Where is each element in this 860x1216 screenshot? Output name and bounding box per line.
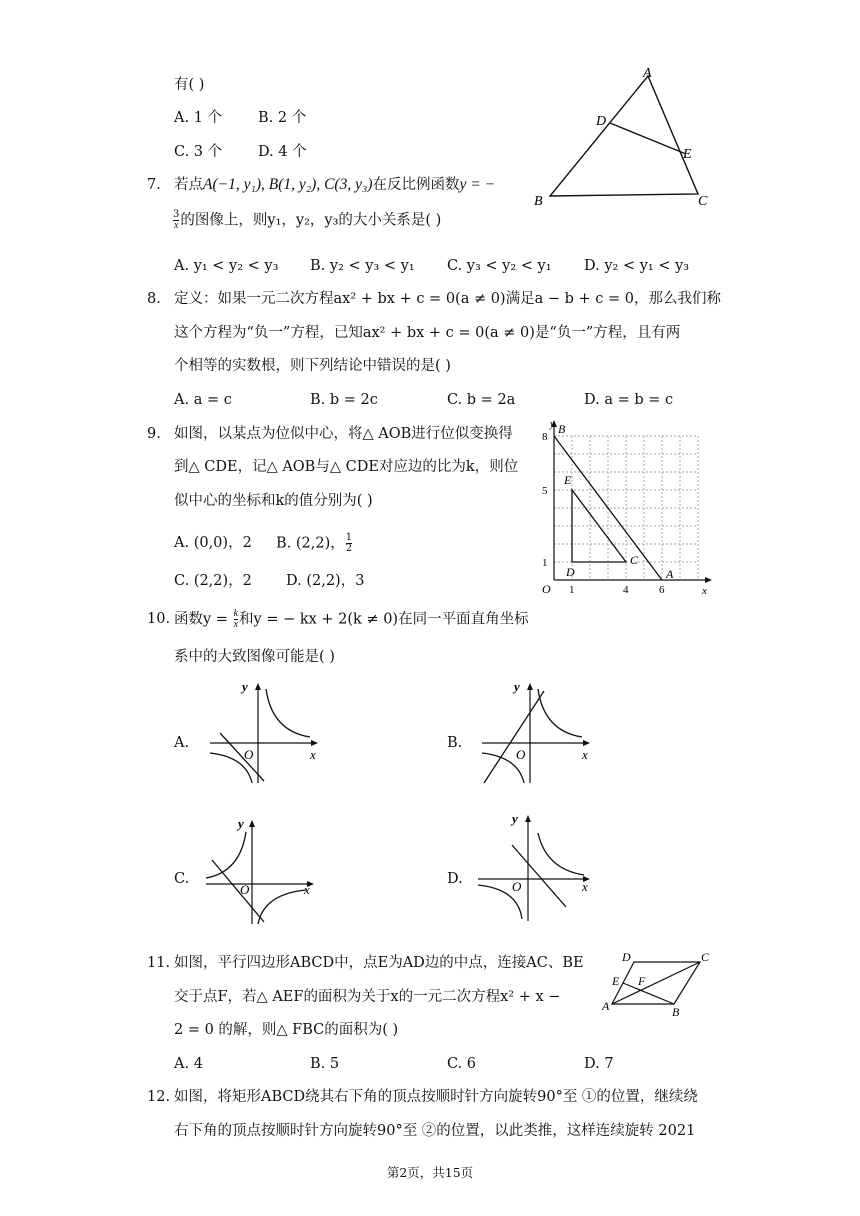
q11-label-a: A <box>602 999 610 1013</box>
q7-line1: 若点A(−1, y₁), B(1, y₂), C(3, y₃)在反比例函数y = − <box>174 176 496 193</box>
q7-option-c: C. y₃ < y₂ < y₁ <box>447 258 552 274</box>
q11-parallelogram-figure <box>600 948 715 1020</box>
q6-label-c: C <box>698 194 708 209</box>
q6-option-b: B. 2 个 <box>258 110 307 126</box>
q9-label-a: A <box>666 567 674 581</box>
q9-ytick-1: 1 <box>542 557 548 569</box>
q12-number: 12. <box>147 1089 171 1105</box>
q11-label-d: D <box>622 950 631 964</box>
q9-ytick-8: 8 <box>542 431 548 443</box>
q10-line1: 函数y = $\frac{k}{x}$ 和y = − kx + 2(k ≠ 0)在同一平面直角坐标 <box>174 608 529 630</box>
q10-option-b-label: B. <box>447 735 463 751</box>
q8-option-c: C. b = 2a <box>447 392 516 408</box>
page-footer: 第2页，共15页 <box>386 1165 474 1180</box>
q10-option-c-label: C. <box>174 871 190 887</box>
q6-triangle-figure <box>528 62 718 214</box>
q9-line1: 如图，以某点为位似中心，将△ AOB进行位似变换得 <box>174 426 513 442</box>
q11-label-e: E <box>612 974 620 988</box>
q12-line2: 右下角的顶点按顺时针方向旋转90°至 ②的位置，以此类推，这样连续旋转 2021 <box>174 1123 696 1139</box>
q11-line3: 2 = 0 的解，则△ FBC的面积为( ) <box>174 1022 399 1038</box>
q11-line2: 交于点F，若△ AEF的面积为关于x的一元二次方程x² + x − <box>174 989 561 1005</box>
q10d-o: O <box>512 879 522 894</box>
q10c-o: O <box>240 882 250 897</box>
q10-graph-c <box>202 816 322 928</box>
q11-number: 11. <box>147 955 171 971</box>
q7-option-b: B. y₂ < y₃ < y₁ <box>310 258 415 274</box>
q9-xtick-4: 4 <box>623 584 629 596</box>
q6-option-a: A. 1 个 <box>174 110 223 126</box>
q11-option-d: D. 7 <box>584 1056 614 1072</box>
q10-number: 10. <box>147 611 171 627</box>
q10a-x: x <box>310 747 316 762</box>
q10b-o: O <box>516 747 526 762</box>
q11-option-c: C. 6 <box>447 1056 477 1072</box>
q11-label-f: F <box>638 974 646 988</box>
q8-number: 8. <box>147 291 161 307</box>
q11-line1: 如图，平行四边形ABCD中，点E为AD边的中点，连接AC、BE <box>174 955 584 971</box>
q9-label-d: D <box>566 565 575 579</box>
q9-label-c: C <box>630 553 639 567</box>
q8-line3: 个相等的实数根，则下列结论中错误的是( ) <box>174 358 451 374</box>
q9-xtick-1: 1 <box>569 584 575 596</box>
q10a-y: y <box>242 679 248 694</box>
q6-label-b: B <box>534 194 543 209</box>
q9-axis-y: y <box>550 419 555 430</box>
q9-grid-figure <box>538 418 716 598</box>
q9-axis-x: x <box>702 585 707 597</box>
q7-option-d: D. y₂ < y₁ < y₃ <box>584 258 690 274</box>
q11-label-c: C <box>701 950 710 964</box>
q8-line2: 这个方程为“负一”方程，已知ax² + bx + c = 0(a ≠ 0)是“负一”方程，且有两 <box>174 325 681 341</box>
q9-option-d: D. (2,2)，3 <box>286 573 365 589</box>
q8-line1: 定义：如果一元二次方程ax² + bx + c = 0(a ≠ 0)满足a − b + c = 0，那么我们称 <box>174 291 721 307</box>
q10-graph-b <box>478 679 598 787</box>
q6-stem-tail: 有( ) <box>174 77 205 93</box>
q7-fraction: $\frac{3}{x}$ <box>173 209 180 231</box>
q9-option-c: C. (2,2)，2 <box>174 573 252 589</box>
q7-number: 7. <box>147 177 161 193</box>
q6-label-d: D <box>596 114 607 129</box>
q10c-y: y <box>238 816 244 831</box>
q10-option-a-label: A. <box>174 735 190 751</box>
q11-option-a: A. 4 <box>174 1056 203 1072</box>
q6-label-e: E <box>683 147 692 162</box>
q9-option-b: B. (2,2)， $\frac{1}{2}$ <box>276 532 353 554</box>
q12-line1: 如图，将矩形ABCD绕其右下角的顶点按顺时针方向旋转90°至 ①的位置，继续绕 <box>174 1089 698 1105</box>
q9-number: 9. <box>147 426 161 442</box>
q10-graph-d <box>474 811 598 925</box>
q7-line2: $\frac{3}{x}$ 的图像上，则y₁，y₂，y₃的大小关系是( ) <box>173 209 442 231</box>
q10b-x: x <box>582 747 588 762</box>
q10d-x: x <box>582 879 588 894</box>
q6-label-a: A <box>643 66 652 81</box>
q10b-y: y <box>514 679 520 694</box>
q8-option-a: A. a = c <box>174 392 232 408</box>
q10-graph-a <box>206 679 326 787</box>
q10c-x: x <box>304 882 310 897</box>
q8-option-d: D. a = b = c <box>584 392 674 408</box>
q10a-o: O <box>244 747 254 762</box>
q10d-y: y <box>512 811 518 826</box>
q6-option-c: C. 3 个 <box>174 144 223 160</box>
q11-option-b: B. 5 <box>310 1056 340 1072</box>
q9-line3: 似中心的坐标和k的值分别为( ) <box>174 493 373 509</box>
q7-option-a: A. y₁ < y₂ < y₃ <box>174 258 279 274</box>
q9-label-e: E <box>564 473 572 487</box>
q9-label-o: O <box>542 582 551 596</box>
q9-label-b: B <box>558 422 566 436</box>
q9-line2: 到△ CDE，记△ AOB与△ CDE对应边的比为k，则位 <box>174 459 519 475</box>
q10-line2: 系中的大致图像可能是( ) <box>174 649 335 665</box>
q11-label-b: B <box>672 1005 680 1019</box>
q8-option-b: B. b = 2c <box>310 392 378 408</box>
q9-xtick-6: 6 <box>659 584 665 596</box>
q9-ytick-5: 5 <box>542 485 548 497</box>
q6-option-d: D. 4 个 <box>258 144 307 160</box>
q9-option-a: A. (0,0)，2 <box>174 535 252 551</box>
q10-option-d-label: D. <box>447 871 463 887</box>
